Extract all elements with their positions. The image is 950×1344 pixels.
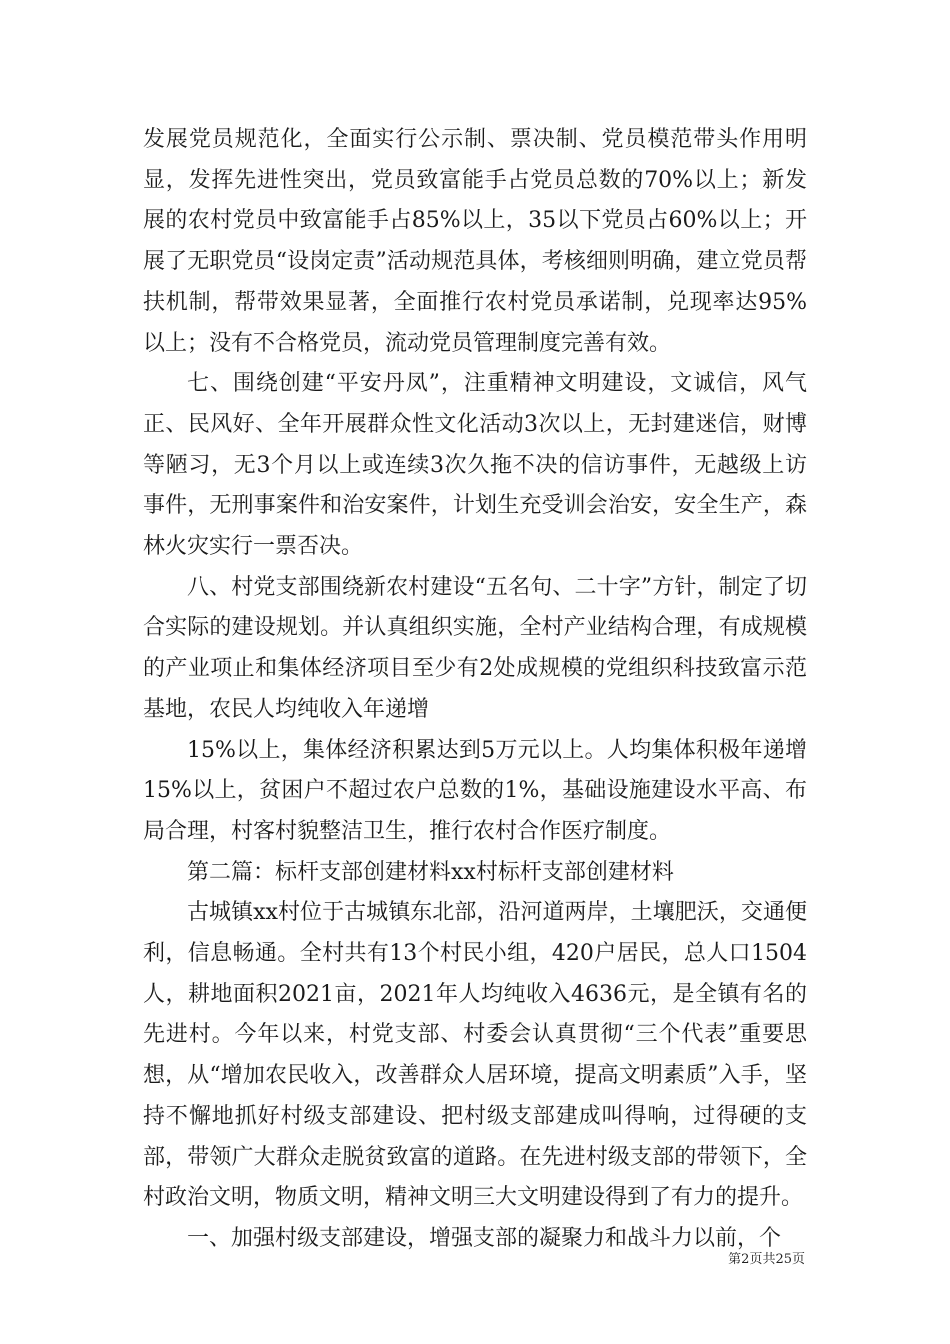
section-heading: 第二篇：标杆支部创建材料xx村标杆支部创建材料	[187, 859, 674, 885]
paragraph-6: 一、加强村级支部建设，增强支部的凝聚力和战斗力以前，个	[187, 1225, 782, 1251]
paragraph-5: 古城镇xx村位于古城镇东北部，沿河道两岸，土壤肥沃，交通便利，信息畅通。全村共有13个村民小组，420户居民，总人口1504人，耕地面积2021亩，2021年人均纯收入4636元，是全镇有名的先进村。今年以来，村党支部、村委会认真贯彻“三个代表”重要思想，从“增加农民收入，改善群众人居环境，提高文明素质”入手，坚持不懈地抓好村级支部建设、把村级支部建成叫得响，过得硬的支部，带领广大群众走脱贫致富的道路。在先进村级支部的带领下，全村政治文明，物质文明，精神文明三大文明建设得到了有力的提升。	[143, 900, 807, 1211]
page-number: 第2页共25页	[728, 1252, 805, 1267]
paragraph-2: 七、围绕创建“平安丹凤”，注重精神文明建设，文诚信，风气正、民风好、全年开展群众性文化活动3次以上，无封建迷信，财博等陋习，无3个月以上或连续3次久拖不决的信访事件，无越级上访事件，无刑事案件和治安案件，计划生充受训会治安，安全生产，森林火灾实行一票否决。	[143, 371, 807, 560]
paragraph-4: 15%以上，集体经济积累达到5万元以上。人均集体积极年递增15%以上，贫困户不超过农户总数的1%，基础设施建设水平高、布局合理，村客村貌整洁卫生，推行农村合作医疗制度。	[143, 737, 807, 844]
paragraph-1: 发展党员规范化，全面实行公示制、票决制、党员模范带头作用明显，发挥先进性突出，党员致富能手占党员总数的70%以上；新发展的农村党员中致富能手占85%以上，35以下党员占60%以上；开展了无职党员“设岗定责”活动规范具体，考核细则明确，建立党员帮扶机制，帮带效果显著，全面推行农村党员承诺制，兑现率达95%以上；没有不合格党员，流动党员管理制度完善有效。	[143, 127, 807, 356]
paragraph-3: 八、村党支部围绕新农村建设“五名句、二十字”方针，制定了切合实际的建设规划。并认真组织实施，全村产业结构合理，有成规模的产业项止和集体经济项目至少有2处成规模的党组织科技致富示范基地，农民人均纯收入年递增	[143, 574, 807, 722]
document-body	[143, 120, 807, 1260]
